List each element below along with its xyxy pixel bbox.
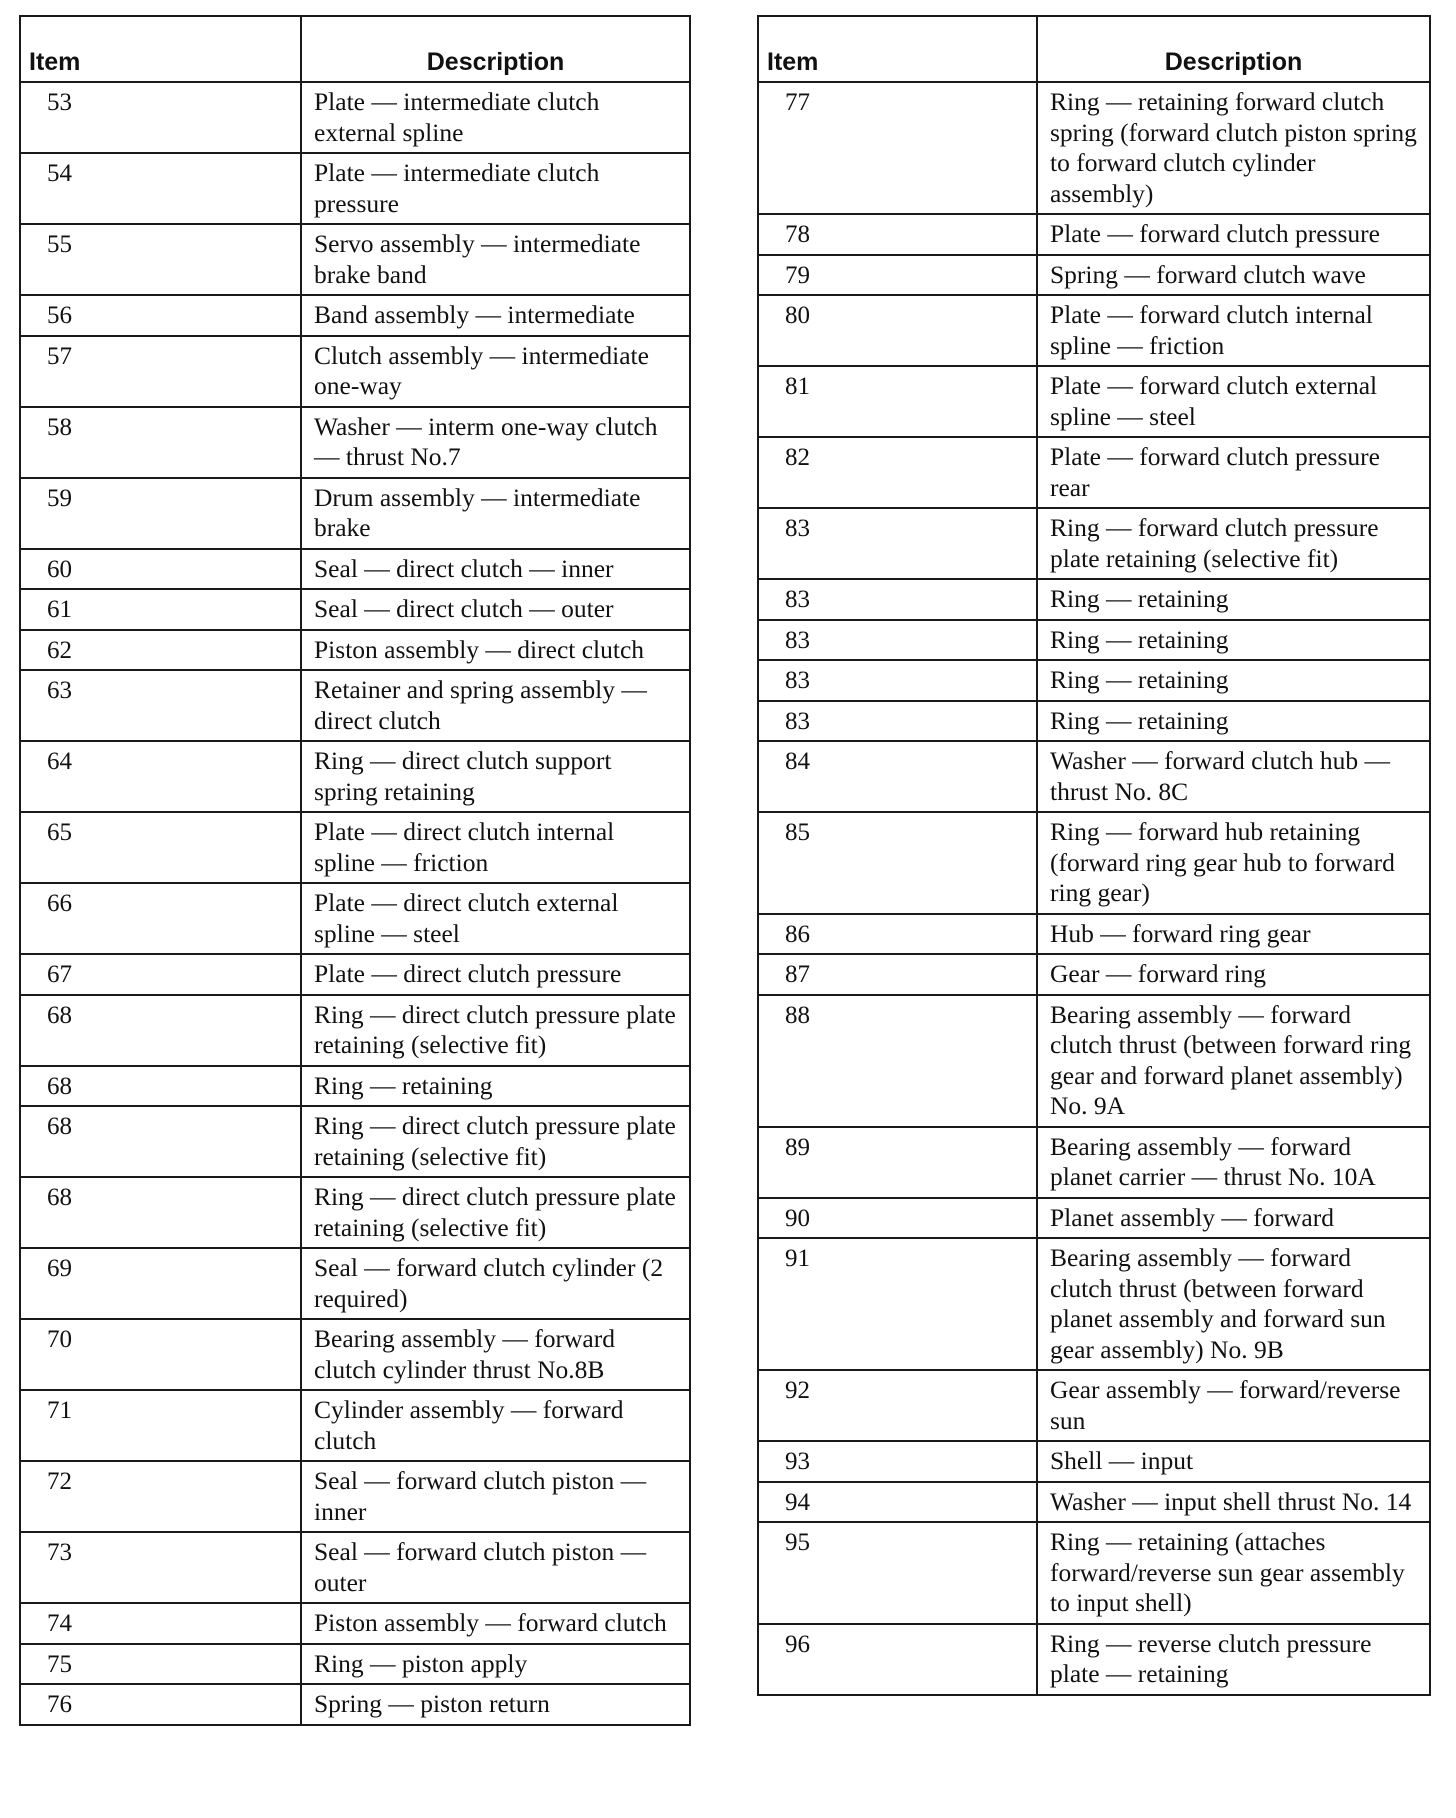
item-number: 81 [758,366,1037,437]
description-column-header: Description [1037,16,1430,82]
item-description: Ring — piston apply [301,1644,690,1685]
table-row [20,478,690,549]
item-number: 90 [758,1198,1037,1239]
table-row [758,1522,1430,1624]
table-row [758,1624,1430,1695]
table-row [758,914,1430,955]
item-number: 54 [20,153,301,224]
item-description: Plate — direct clutch internal spline — friction [301,812,690,883]
table-row [758,660,1430,701]
item-description: Plate — intermediate clutch pressure [301,153,690,224]
table-row [758,701,1430,742]
table-row [20,295,690,336]
item-description: Shell — input [1037,1441,1430,1482]
table-row [20,224,690,295]
table-row [20,670,690,741]
item-number: 73 [20,1532,301,1603]
item-description: Piston assembly — forward clutch [301,1603,690,1644]
item-description: Drum assembly — intermediate brake [301,478,690,549]
item-description: Ring — retaining [1037,579,1430,620]
item-number: 61 [20,589,301,630]
item-description: Bearing assembly — forward clutch thrust (between forward ring gear and forward planet assembly) No. 9A [1037,995,1430,1127]
item-description: Cylinder assembly — forward clutch [301,1390,690,1461]
item-number: 93 [758,1441,1037,1482]
item-description: Plate — forward clutch pressure rear [1037,437,1430,508]
item-description: Seal — forward clutch cylinder (2 required) [301,1248,690,1319]
item-description: Ring — retaining [1037,620,1430,661]
item-number: 89 [758,1127,1037,1198]
item-description: Plate — forward clutch pressure [1037,214,1430,255]
item-number: 68 [20,1066,301,1107]
item-description: Ring — forward hub retaining (forward ring gear hub to forward ring gear) [1037,812,1430,914]
item-number: 63 [20,670,301,741]
table-row [20,954,690,995]
table-row [20,589,690,630]
item-description: Ring — direct clutch pressure plate retaining (selective fit) [301,995,690,1066]
table-row [758,1198,1430,1239]
item-number: 57 [20,336,301,407]
table-row [758,579,1430,620]
table-header-row [758,16,1430,82]
table-row [20,153,690,224]
parts-table-left [19,15,691,1726]
item-description: Ring — direct clutch pressure plate retaining (selective fit) [301,1177,690,1248]
item-number: 67 [20,954,301,995]
item-number: 66 [20,883,301,954]
item-description: Retainer and spring assembly — direct clutch [301,670,690,741]
item-description: Gear assembly — forward/reverse sun [1037,1370,1430,1441]
item-description: Seal — direct clutch — inner [301,549,690,590]
item-number: 80 [758,295,1037,366]
item-description: Spring — piston return [301,1684,690,1725]
item-number: 79 [758,255,1037,296]
item-number: 78 [758,214,1037,255]
item-number: 76 [20,1684,301,1725]
table-row [758,255,1430,296]
table-row [20,812,690,883]
item-number: 60 [20,549,301,590]
item-description: Ring — direct clutch pressure plate retaining (selective fit) [301,1106,690,1177]
item-number: 92 [758,1370,1037,1441]
item-number: 84 [758,741,1037,812]
item-number: 65 [20,812,301,883]
table-header-row [20,16,690,82]
table-row [758,1127,1430,1198]
item-description: Ring — retaining (attaches forward/reverse sun gear assembly to input shell) [1037,1522,1430,1624]
table-row [20,883,690,954]
item-description: Plate — direct clutch external spline — steel [301,883,690,954]
item-description: Ring — retaining [301,1066,690,1107]
item-description: Plate — forward clutch external spline — steel [1037,366,1430,437]
item-number: 83 [758,701,1037,742]
item-number: 87 [758,954,1037,995]
item-description: Seal — forward clutch piston — outer [301,1532,690,1603]
item-number: 55 [20,224,301,295]
item-description: Plate — intermediate clutch external spline [301,82,690,153]
table-row [20,82,690,153]
item-description: Planet assembly — forward [1037,1198,1430,1239]
item-description: Ring — reverse clutch pressure plate — retaining [1037,1624,1430,1695]
item-column-header: Item [758,16,1037,82]
item-number: 68 [20,1177,301,1248]
item-description: Clutch assembly — intermediate one-way [301,336,690,407]
table-row [20,630,690,671]
item-number: 59 [20,478,301,549]
table-row [758,954,1430,995]
item-number: 72 [20,1461,301,1532]
item-number: 82 [758,437,1037,508]
item-description: Bearing assembly — forward clutch cylinder thrust No.8B [301,1319,690,1390]
item-number: 75 [20,1644,301,1685]
item-description: Gear — forward ring [1037,954,1430,995]
item-description: Ring — direct clutch support spring retaining [301,741,690,812]
table-row [758,1370,1430,1441]
table-row [20,1106,690,1177]
table-row [20,407,690,478]
item-number: 64 [20,741,301,812]
table-row [20,995,690,1066]
table-row [20,1532,690,1603]
table-row [758,1441,1430,1482]
table-row [20,1461,690,1532]
table-row [20,336,690,407]
parts-table-right-body [758,82,1430,1695]
item-number: 69 [20,1248,301,1319]
table-row [20,1603,690,1644]
table-row [758,437,1430,508]
item-description: Plate — forward clutch internal spline — friction [1037,295,1430,366]
table-row [20,741,690,812]
item-description: Band assembly — intermediate [301,295,690,336]
table-row [758,995,1430,1127]
table-row [758,214,1430,255]
table-row [758,295,1430,366]
table-row [20,1684,690,1725]
table-row [20,1248,690,1319]
item-number: 83 [758,620,1037,661]
item-description: Piston assembly — direct clutch [301,630,690,671]
item-description: Ring — forward clutch pressure plate retaining (selective fit) [1037,508,1430,579]
table-row [20,1390,690,1461]
item-description: Seal — direct clutch — outer [301,589,690,630]
table-row [20,549,690,590]
item-description: Ring — retaining forward clutch spring (forward clutch piston spring to forward clutch cylinder assembly) [1037,82,1430,214]
item-number: 83 [758,660,1037,701]
item-description: Servo assembly — intermediate brake band [301,224,690,295]
item-number: 53 [20,82,301,153]
item-number: 70 [20,1319,301,1390]
table-row [758,508,1430,579]
item-number: 74 [20,1603,301,1644]
item-number: 85 [758,812,1037,914]
table-row [758,1482,1430,1523]
table-row [758,1238,1430,1370]
item-number: 62 [20,630,301,671]
item-description: Hub — forward ring gear [1037,914,1430,955]
table-row [758,812,1430,914]
item-number: 77 [758,82,1037,214]
item-number: 56 [20,295,301,336]
item-number: 83 [758,508,1037,579]
item-number: 96 [758,1624,1037,1695]
item-column-header: Item [20,16,301,82]
table-row [20,1066,690,1107]
item-number: 88 [758,995,1037,1127]
item-number: 86 [758,914,1037,955]
description-column-header: Description [301,16,690,82]
item-description: Seal — forward clutch piston — inner [301,1461,690,1532]
item-number: 68 [20,1106,301,1177]
item-number: 58 [20,407,301,478]
parts-table-left-body [20,82,690,1725]
table-row [758,741,1430,812]
item-description: Ring — retaining [1037,660,1430,701]
table-row [20,1177,690,1248]
table-row [758,620,1430,661]
item-number: 68 [20,995,301,1066]
table-row [758,366,1430,437]
item-description: Ring — retaining [1037,701,1430,742]
parts-table-right [757,15,1431,1696]
item-number: 94 [758,1482,1037,1523]
item-number: 91 [758,1238,1037,1370]
item-number: 83 [758,579,1037,620]
item-description: Washer — input shell thrust No. 14 [1037,1482,1430,1523]
item-description: Plate — direct clutch pressure [301,954,690,995]
table-row [758,82,1430,214]
item-number: 95 [758,1522,1037,1624]
table-row [20,1644,690,1685]
item-number: 71 [20,1390,301,1461]
item-description: Bearing assembly — forward planet carrier — thrust No. 10A [1037,1127,1430,1198]
item-description: Washer — interm one-way clutch — thrust No.7 [301,407,690,478]
item-description: Bearing assembly — forward clutch thrust (between forward planet assembly and forward sun gear assembly) No. 9B [1037,1238,1430,1370]
item-description: Spring — forward clutch wave [1037,255,1430,296]
table-row [20,1319,690,1390]
item-description: Washer — forward clutch hub — thrust No. 8C [1037,741,1430,812]
